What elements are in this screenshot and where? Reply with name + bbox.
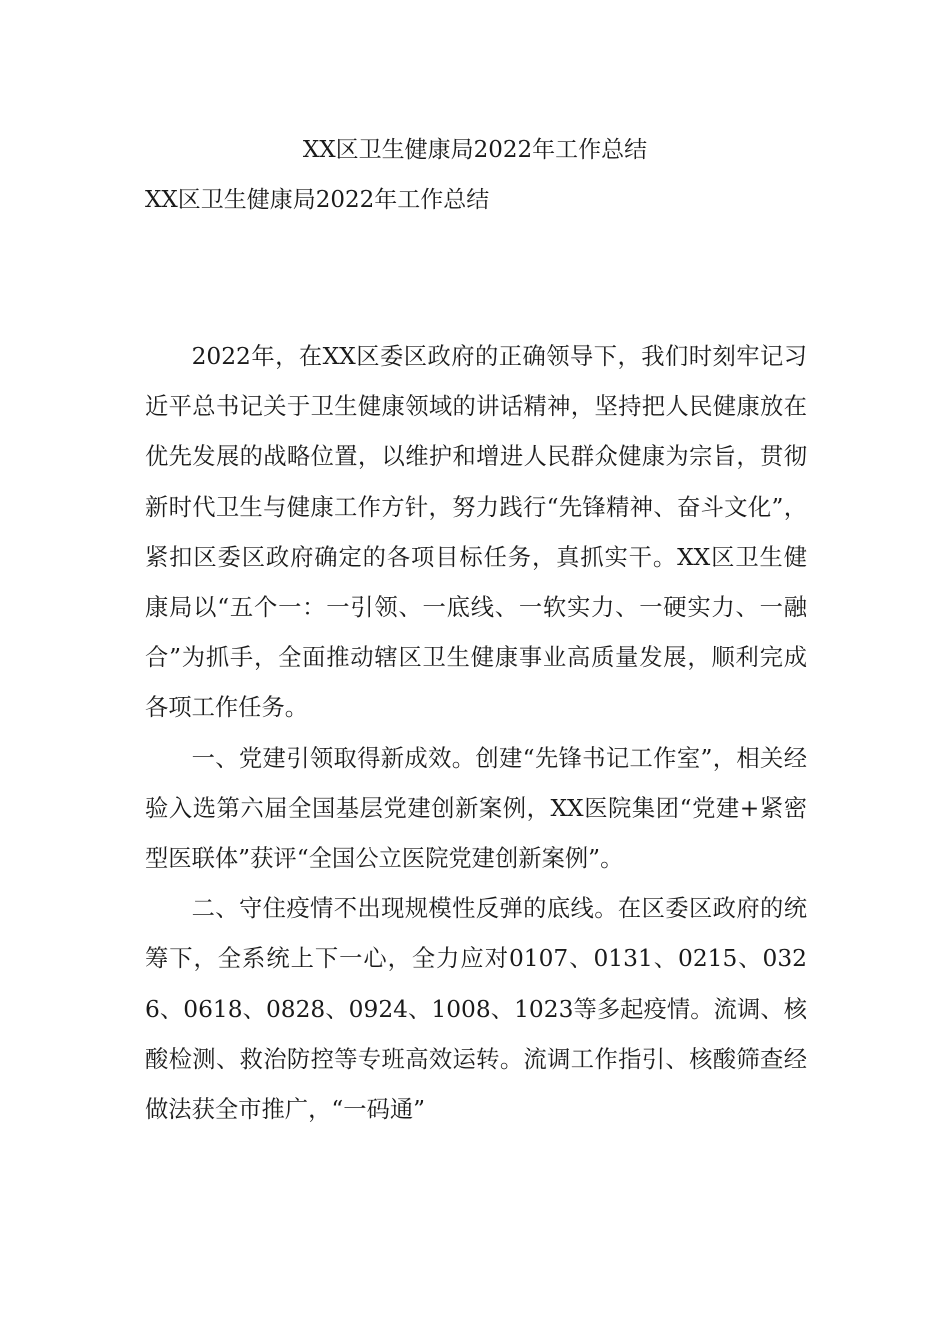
paragraph-epidemic: 二、守住疫情不出现规模性反弹的底线。在区委区政府的统筹下，全系统上下一心，全力应对0107、0131、0215、0326、0618、0828、0924、1008、1023等多起疫情。流调、核酸检测、救治防控等专班高效运转。流调工作指引、核酸筛查经做法获全市推广，“一码通” <box>145 895 807 1124</box>
document-subtitle: XX区卫生健康局2022年工作总结 <box>145 187 490 213</box>
paragraph-intro: 2022年，在XX区委区政府的正确领导下，我们时刻牢记习近平总书记关于卫生健康领域的讲话精神，坚持把人民健康放在优先发展的战略位置，以维护和增进人民群众健康为宗旨，贯彻新时代卫生与健康工作方针，努力践行“先锋精神、奋斗文化”，紧扣区委区政府确定的各项目标任务，真抓实干。XX区卫生健康局以“五个一：一引领、一底线、一软实力、一硬实力、一融合”为抓手，全面推动辖区卫生健康事业高质量发展，顺利完成各项工作任务。 <box>145 343 807 722</box>
document-title: XX区卫生健康局2022年工作总结 <box>302 137 648 163</box>
document-body <box>145 332 807 1135</box>
paragraph-party-building: 一、党建引领取得新成效。创建“先锋书记工作室”，相关经验入选第六届全国基层党建创新案例，XX医院集团“党建+紧密型医联体”获评“全国公立医院党建创新案例”。 <box>145 744 807 873</box>
